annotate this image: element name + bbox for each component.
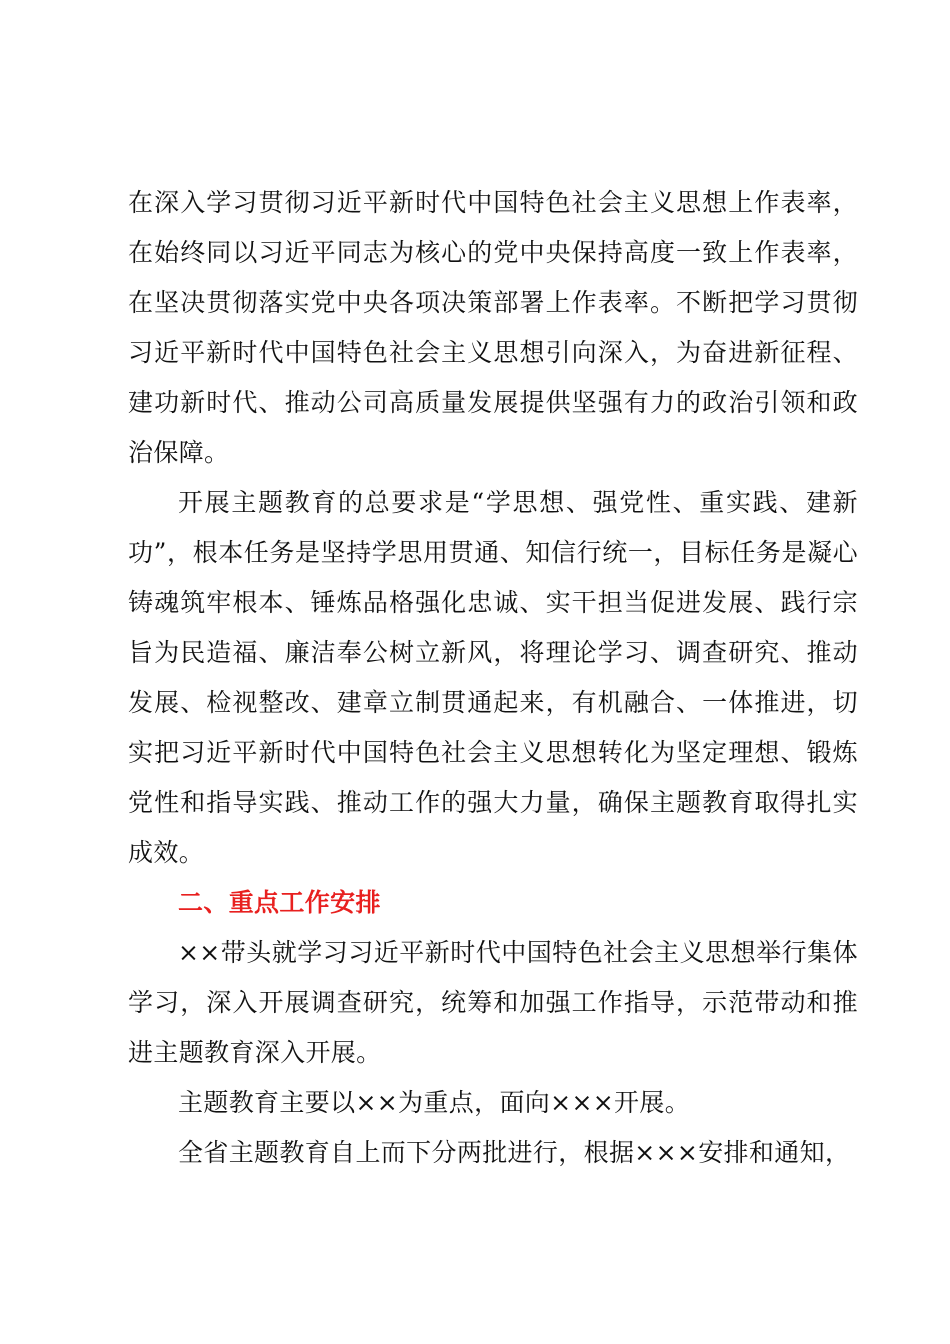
paragraph-4: 主题教育主要以××为重点，面向×××开展。 bbox=[178, 1088, 691, 1117]
section-heading: 二、重点工作安排 bbox=[178, 888, 381, 917]
paragraph-1: 在深入学习贯彻习近平新时代中国特色社会主义思想上作表率，在始终同以习近平同志为核心的党中央保持高度一致上作表率，在坚决贯彻落实党中央各项决策部署上作表率。不断把学习贯彻习近平新时代中国特色社会主义思想引向深入，为奋进新征程、建功新时代、推动公司高质量发展提供坚强有力的政治引领和政治保障。 bbox=[128, 188, 858, 467]
paragraph-2: 开展主题教育的总要求是“学思想、强党性、重实践、建新功”，根本任务是坚持学思用贯通、知信行统一，目标任务是凝心铸魂筑牢根本、锤炼品格强化忠诚、实干担当促进发展、践行宗旨为民造福、廉洁奉公树立新风，将理论学习、调查研究、推动发展、检视整改、建章立制贯通起来，有机融合、一体推进，切实把习近平新时代中国特色社会主义思想转化为坚定理想、锻炼党性和指导实践、推动工作的强大力量，确保主题教育取得扎实成效。 bbox=[128, 488, 858, 867]
document-body bbox=[128, 178, 858, 1178]
paragraph-3: ××带头就学习习近平新时代中国特色社会主义思想举行集体学习，深入开展调查研究，统筹和加强工作指导，示范带动和推进主题教育深入开展。 bbox=[128, 938, 858, 1067]
paragraph-5: 全省主题教育自上而下分两批进行，根据×××安排和通知， bbox=[178, 1138, 851, 1167]
